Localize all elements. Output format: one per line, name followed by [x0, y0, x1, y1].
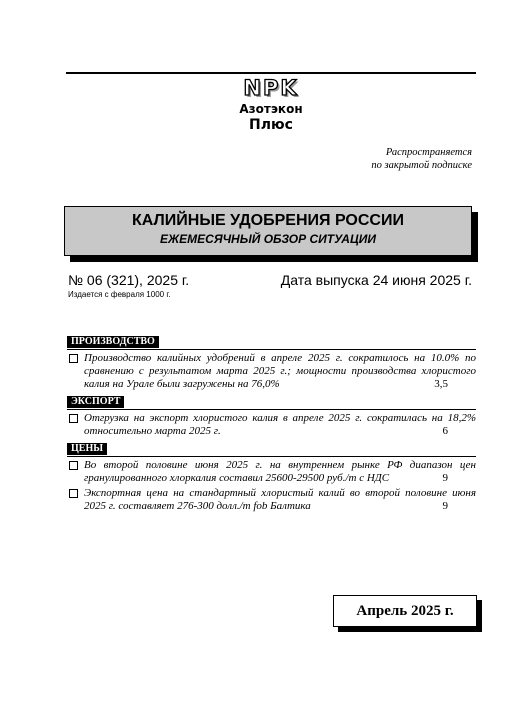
logo [226, 76, 316, 133]
section-production [67, 331, 476, 350]
section-heading: ЦЕНЫ [67, 443, 107, 455]
top-rule [66, 72, 476, 74]
page-ref: 3,5 [434, 378, 448, 390]
logo-azotekon: Азотэкон [239, 102, 303, 116]
distribution-note [371, 146, 472, 172]
page-ref: 9 [442, 500, 448, 512]
checkbox-icon [69, 489, 78, 498]
page-ref: 6 [442, 425, 448, 437]
issue-month: Апрель 2025 г. [333, 595, 477, 627]
checkbox-icon [69, 461, 78, 470]
title-box [64, 206, 472, 256]
list-item [67, 459, 476, 485]
checkbox-icon [69, 414, 78, 423]
checkbox-icon [69, 354, 78, 363]
item-text: Во второй половине июня 2025 г. на внутреннем рынке РФ диапазон цен гранулированного хлоркалия составил 25600-29500 руб./т с НДС [84, 459, 476, 484]
section-export [67, 391, 476, 410]
logo-npk: NPK [243, 76, 299, 100]
item-text: Экспортная цена на стандартный хлористый калий во второй половине июня 2025 г. составляет 276-300 долл./т fob Балтика [84, 487, 476, 512]
list-item [67, 412, 476, 438]
item-text: Отгрузка на экспорт хлористого калия в апреле 2025 г. сократилась на 18,2% относительно марта 2025 г. [84, 412, 476, 437]
distribution-line-2: по закрытой подписке [371, 160, 472, 171]
logo-plus: Плюс [249, 117, 293, 133]
page-subtitle: ЕЖЕМЕСЯЧНЫЙ ОБЗОР СИТУАЦИИ [160, 232, 376, 246]
contents [67, 331, 476, 513]
release-date: Дата выпуска 24 июня 2025 г. [280, 272, 472, 288]
item-text: Производство калийных удобрений в апреле 2025 г. сократилось на 10.0% по сравнению с результатом марта 2025 г.; мощности производства хлористого калия на Урале были загружены на 76,0% [84, 352, 476, 390]
issue-number: № 06 (321), 2025 г. [68, 272, 190, 288]
section-heading: ЭКСПОРТ [67, 396, 124, 408]
section-heading: ПРОИЗВОДСТВО [67, 336, 159, 348]
page-title: КАЛИЙНЫЕ УДОБРЕНИЯ РОССИИ [132, 212, 404, 229]
list-item [67, 352, 476, 391]
published-since: Издается с февраля 1000 г. [68, 290, 171, 299]
list-item [67, 487, 476, 513]
page-ref: 9 [442, 472, 448, 484]
section-prices [67, 438, 476, 457]
distribution-line-1: Распространяется [385, 147, 472, 158]
